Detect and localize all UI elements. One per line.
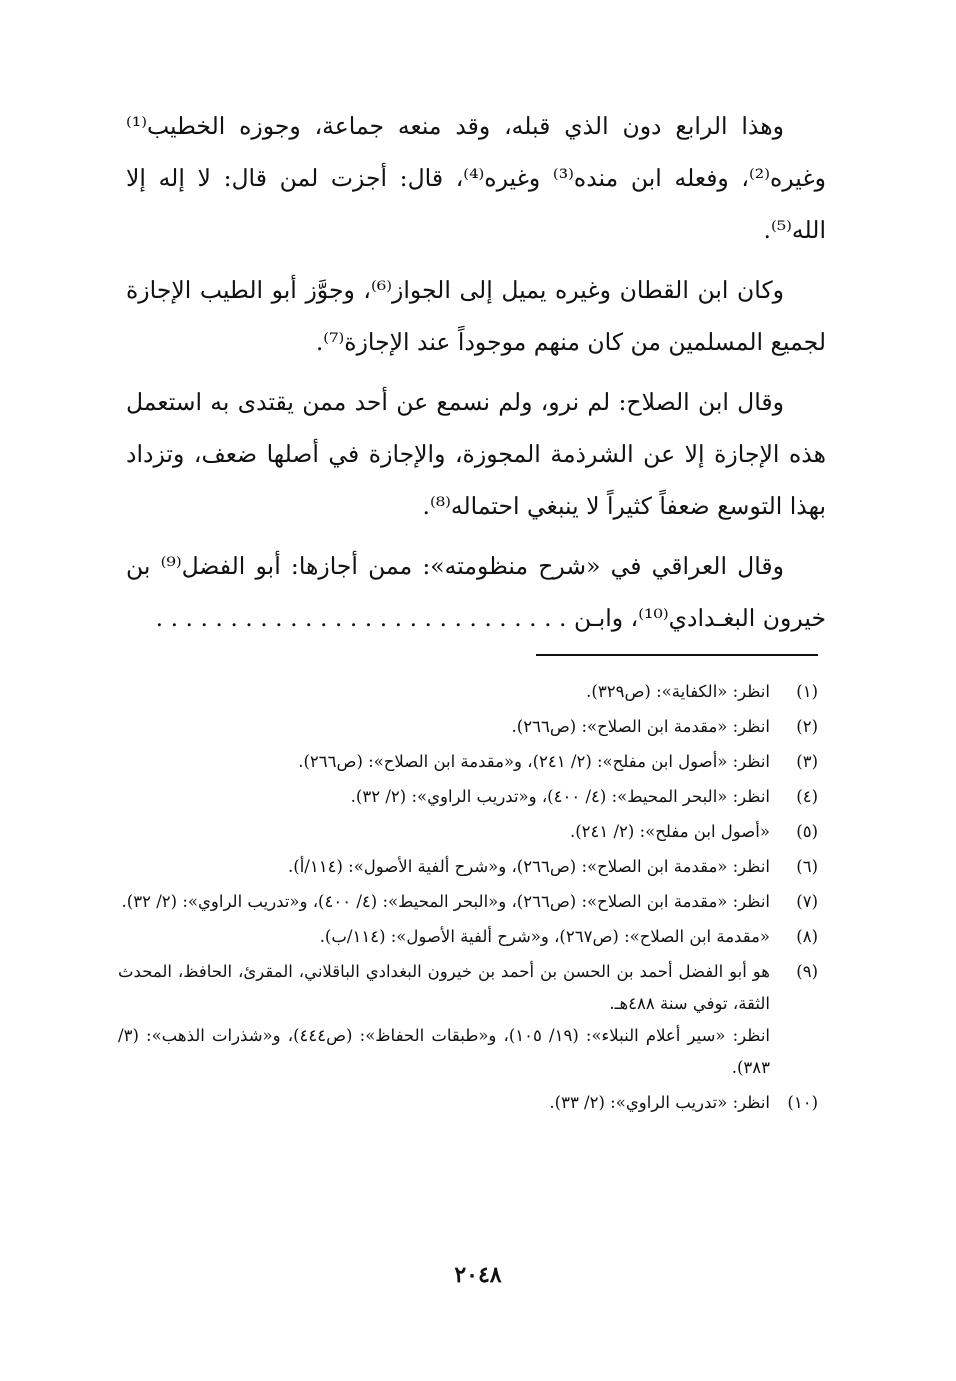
footnote-number: (٥) <box>796 822 818 841</box>
footnote <box>118 711 818 743</box>
footnote-number: (٤) <box>796 787 818 806</box>
footnote-line: انظر: «البحر المحيط»: (٤/ ٤٠٠)، و«تدريب الراوي»: (٢/ ٣٢). <box>350 787 770 806</box>
footnote-line: انظر: «الكفاية»: (ص٣٢٩). <box>586 682 770 701</box>
footnote-number: (١) <box>796 682 818 701</box>
footnote-number: (٧) <box>796 892 818 911</box>
footnote <box>118 781 818 813</box>
footnote-text <box>118 746 770 778</box>
footnote <box>118 886 818 918</box>
footnote-line: «مقدمة ابن الصلاح»: (ص٢٦٧)، و«شرح ألفية الأصول»: (١١٤/ب). <box>319 927 770 946</box>
footnote-number: (٦) <box>796 857 818 876</box>
footnote-text <box>118 711 770 743</box>
footnote-text <box>118 1087 770 1119</box>
footnote <box>118 816 818 848</box>
footnotes <box>118 676 818 1122</box>
footnote-line: انظر: «تدريب الراوي»: (٢/ ٣٣). <box>549 1093 770 1112</box>
footnote-line: انظر: «مقدمة ابن الصلاح»: (ص٢٦٦)، و«البحر المحيط»: (٤/ ٤٠٠)، و«تدريب الراوي»: (٢/ ٣٢). <box>121 892 770 911</box>
footnote-line: انظر: «أصول ابن مفلح»: (٢/ ٢٤١)، و«مقدمة ابن الصلاح»: (ص٢٦٦). <box>298 752 770 771</box>
main-text <box>126 100 826 644</box>
footnote <box>118 676 818 708</box>
footnote-line: انظر: «مقدمة ابن الصلاح»: (ص٢٦٦)، و«شرح ألفية الأصول»: (١١٤/أ). <box>288 857 770 876</box>
footnote <box>118 921 818 953</box>
footnote-number: (٩) <box>796 962 818 981</box>
paragraph-4: وقال العراقي في «شرح منظومته»: ممن أجازها: أبو الفضل⁽⁹⁾ بن خيرون البغـدادي⁽¹⁰⁾، وابـن . . . . . . . . . . . . . . . . . . . . . . . . . . . . <box>126 552 826 632</box>
footnote <box>118 956 818 1084</box>
footnote-line: «أصول ابن مفلح»: (٢/ ٢٤١). <box>569 822 770 841</box>
footnote-line: انظر: «سير أعلام النبلاء»: (١٩/ ١٠٥)، و«طبقات الحفاظ»: (ص٤٤٤)، و«شذرات الذهب»: (٣/ ٣٨٣). <box>118 1026 770 1077</box>
footnote-number: (٢) <box>796 717 818 736</box>
footnote <box>118 851 818 883</box>
footnote-separator <box>536 654 818 656</box>
footnote-number: (٨) <box>796 927 818 946</box>
footnote <box>118 746 818 778</box>
paragraph-3: وقال ابن الصلاح: لم نرو، ولم نسمع عن أحد ممن يقتدى به استعمل هذه الإجازة إلا عن الشرذمة المجوزة، والإجازة في أصلها ضعف، وتزداد بهذا التوسع ضعفاً كثيراً لا ينبغي احتماله⁽⁸⁾. <box>126 388 826 520</box>
page-number: ٢٠٤٨ <box>454 1262 502 1288</box>
footnote-text <box>118 956 770 1084</box>
footnote-text <box>118 851 770 883</box>
footnote-line: انظر: «مقدمة ابن الصلاح»: (ص٢٦٦). <box>511 717 770 736</box>
footnote-text <box>118 676 770 708</box>
footnote <box>118 1087 818 1119</box>
paragraph-1: وهذا الرابع دون الذي قبله، وقد منعه جماعة، وجوزه الخطيب⁽¹⁾ وغيره⁽²⁾، وفعله ابن منده⁽³⁾ وغيره⁽⁴⁾، قال: أجزت لمن قال: لا إله إلا الله⁽⁵⁾. <box>126 112 826 244</box>
paragraph-2: وكان ابن القطان وغيره يميل إلى الجواز⁽⁶⁾، وجوَّز أبو الطيب الإجازة لجميع المسلمين من كان منهم موجوداً عند الإجازة⁽⁷⁾. <box>126 276 826 356</box>
footnote-line: هو أبو الفضل أحمد بن الحسن بن أحمد بن خيرون البغدادي الباقلاني، المقرئ، الحافظ، المحدث الثقة، توفي سنة ٤٨٨هـ. <box>118 962 770 1013</box>
footnote-text <box>118 816 770 848</box>
footnote-number: (٣) <box>796 752 818 771</box>
footnote-text <box>118 886 770 918</box>
footnote-number: (١٠) <box>787 1093 818 1112</box>
footnote-text <box>118 921 770 953</box>
footnote-text <box>118 781 770 813</box>
